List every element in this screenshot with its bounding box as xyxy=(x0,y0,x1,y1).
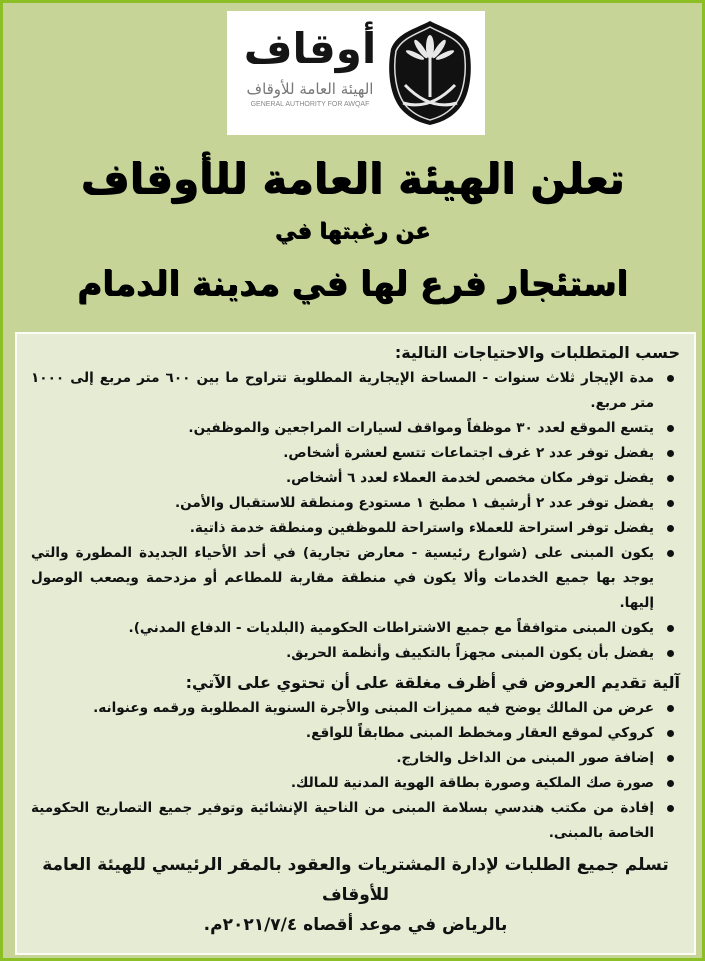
bullet-icon xyxy=(667,475,674,482)
logo-name-english: GENERAL AUTHORITY FOR AWQAF xyxy=(250,101,370,108)
headline-main: تعلن الهيئة العامة للأوقاف xyxy=(80,154,625,203)
bullet-icon xyxy=(667,780,674,787)
list-item: يفضل توفر مكان مخصص لخدمة العملاء لعدد ٦ أشخاص. xyxy=(31,466,680,491)
list-item: عرض من المالك يوضح فيه مميزات المبنى والأجرة السنوية المطلوبة ورقمه وعنوانه. xyxy=(31,696,680,721)
list-item: إفادة من مكتب هندسي بسلامة المبنى من الناحية الإنشائية وتوفير جميع التصاريح الحكومية الخاصة بالمبنى. xyxy=(31,796,680,846)
bullet-icon xyxy=(667,755,674,762)
deadline-line-1: تسلم جميع الطلبات لإدارة المشتريات والعقود بالمقر الرئيسي للهيئة العامة للأوقاف xyxy=(42,855,669,905)
requirements-title: حسب المتطلبات والاحتياجات التالية: xyxy=(394,343,680,362)
bullet-icon xyxy=(667,805,674,812)
logo-text-block xyxy=(235,25,385,108)
list-item: يكون المبنى على (شوارع رئيسية - معارض تجارية) في أحد الأحياء الجديدة المطورة والتي يوجد بها جميع الخدمات وألا يكون في منطقة مقاربة للمطاعم أو مزدحمة ويصعب الوصول إليها. xyxy=(31,541,680,616)
headline-purpose: استئجار فرع لها في مدينة الدمام xyxy=(77,264,628,304)
list-item: يفضل بأن يكون المبنى مجهزاً بالتكييف وأنظمة الحريق. xyxy=(31,641,680,666)
list-item: يتسع الموقع لعدد ٣٠ موظفاً ومواقف لسيارات المراجعين والموظفين. xyxy=(31,416,680,441)
details-box xyxy=(15,332,696,955)
list-item: يفضل توفر عدد ٢ أرشيف ١ مطبخ ١ مستودع ومنطقة للاستقبال والأمن. xyxy=(31,491,680,516)
bullet-icon xyxy=(667,650,674,657)
bullet-icon xyxy=(667,450,674,457)
logo-name-arabic: الهيئة العامة للأوقاف xyxy=(246,80,374,98)
list-item: يفضل توفر عدد ٢ غرف اجتماعات تتسع لعشرة أشخاص. xyxy=(31,441,680,466)
list-item: إضافة صور المبنى من الداخل والخارج. xyxy=(31,746,680,771)
bullet-icon xyxy=(667,425,674,432)
list-item: مدة الإيجار ثلاث سنوات - المساحة الإيجارية المطلوبة تتراوح ما بين ٦٠٠ متر مربع إلى ١٠٠٠ متر مربع. xyxy=(31,366,680,416)
list-item: يفضل توفر استراحة للعملاء واستراحة للموظفين ومنطقة خدمة ذاتية. xyxy=(31,516,680,541)
headline-sub: عن رغبتها في xyxy=(274,219,431,244)
submission-deadline-note xyxy=(31,850,680,940)
bullet-icon xyxy=(667,550,674,557)
bullet-icon xyxy=(667,500,674,507)
list-item: صورة صك الملكية وصورة بطاقة الهوية المدنية للمالك. xyxy=(31,771,680,796)
list-item: كروكي لموقع العقار ومخطط المبنى مطابقاً للواقع. xyxy=(31,721,680,746)
deadline-line-2: بالرياض في موعد أقصاه ٢٠٢١/٧/٤م. xyxy=(203,915,508,935)
submission-list xyxy=(31,696,680,846)
submission-title: آلية تقديم العروض في أظرف مغلقة على أن تحتوي على الآتي: xyxy=(185,673,680,692)
bullet-icon xyxy=(667,375,674,382)
bullet-icon xyxy=(667,705,674,712)
palm-and-swords-emblem-icon xyxy=(387,19,473,127)
bullet-icon xyxy=(667,525,674,532)
logo-wordmark: أوقاف xyxy=(243,24,377,73)
awqaf-logo xyxy=(227,11,485,135)
requirements-list xyxy=(31,366,680,666)
bullet-icon xyxy=(667,730,674,737)
bullet-icon xyxy=(667,625,674,632)
list-item: يكون المبنى متوافقاً مع جميع الاشتراطات الحكومية (البلديات - الدفاع المدني). xyxy=(31,616,680,641)
